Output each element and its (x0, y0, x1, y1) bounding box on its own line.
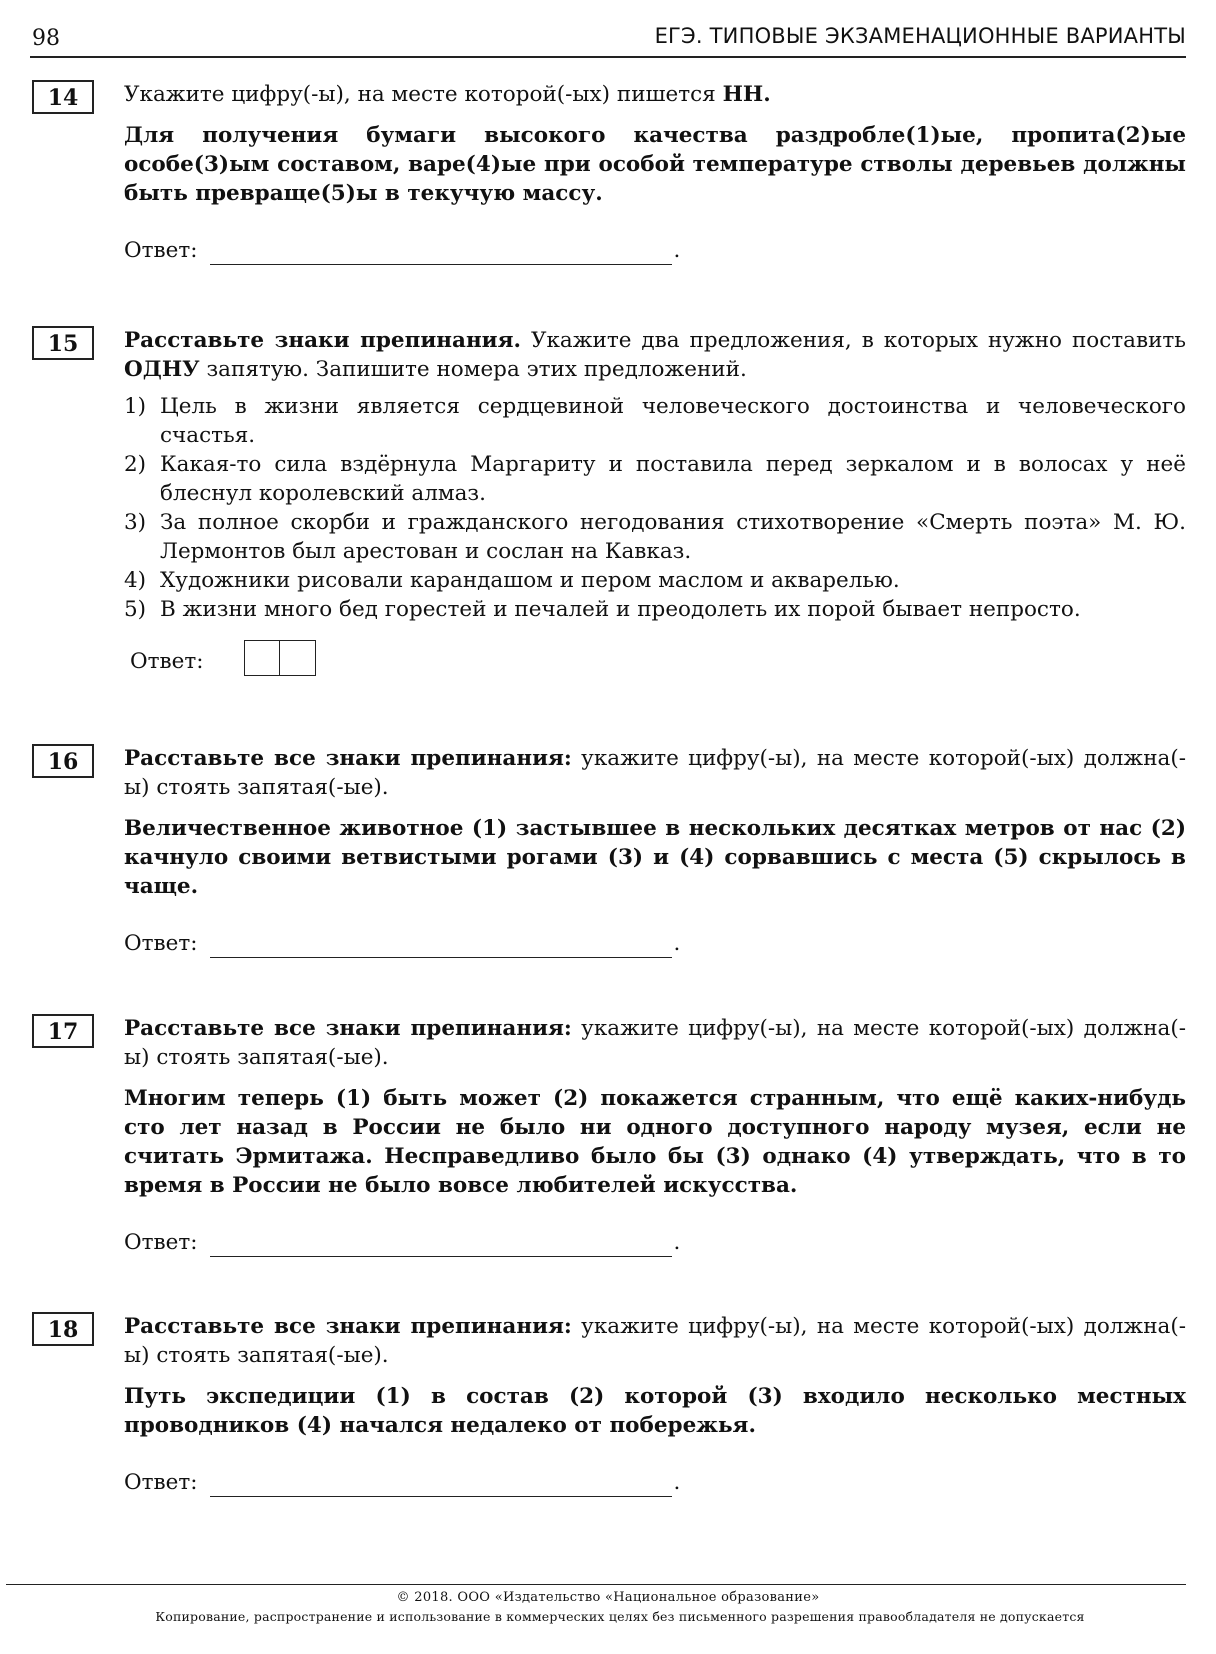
page-number: 98 (32, 26, 60, 51)
answer-cells (244, 640, 316, 676)
running-header: ЕГЭ. ТИПОВЫЕ ЭКЗАМЕНАЦИОННЫЕ ВАРИАНТЫ (654, 24, 1186, 48)
answer-input-line[interactable] (210, 1474, 672, 1497)
task-instruction (124, 1014, 1186, 1072)
answer-row (130, 640, 1186, 676)
answer-label: Ответ: (124, 238, 198, 263)
task-16 (32, 744, 1186, 958)
answer-input-line[interactable] (210, 1234, 672, 1257)
answer-label: Ответ: (124, 931, 198, 956)
header-divider (30, 56, 1186, 58)
task-number: 16 (32, 744, 94, 778)
item-text: В жизни много бед горестей и печалей и преодолеть их порой бывает непросто. (160, 597, 1081, 622)
answer-label: Ответ: (124, 1230, 198, 1255)
task-number: 15 (32, 326, 94, 360)
item-text: За полное скорби и гражданского негодования стихотворение «Смерть поэта» М. Ю. Лермонтов был арестован и сослан на Кавказ. (160, 510, 1186, 564)
list-item (124, 595, 1186, 624)
task-14 (32, 80, 1186, 265)
task-17 (32, 1014, 1186, 1257)
answer-label: Ответ: (124, 1470, 198, 1495)
task-passage: Для получения бумаги высокого качества раздробле(1)ые, пропита(2)ые особе(3)ым составом, варе(4)ые при особой температуре стволы деревьев должны быть превраще(5)ы в текучую массу. (124, 123, 1186, 206)
task-instruction (124, 1312, 1186, 1370)
task-15 (32, 326, 1186, 676)
instruction-text: запятую. Запишите номера этих предложений. (199, 357, 747, 382)
footer-notice: Копирование, распространение и использование в коммерческих целях без письменного разрешения правообладателя не допускается (155, 1609, 1085, 1624)
answer-row: Ответ: . (124, 238, 681, 263)
task-instruction (124, 326, 1186, 384)
list-item (124, 508, 1186, 566)
task-18 (32, 1312, 1186, 1497)
answer-row: Ответ: . (124, 1470, 681, 1495)
instruction-emphasis: Расставьте знаки препинания. (124, 328, 521, 353)
item-text: Какая-то сила вздёрнула Маргариту и поставила перед зеркалом и в волосах у неё блеснул королевский алмаз. (160, 452, 1186, 506)
list-item (124, 450, 1186, 508)
footer-divider (6, 1584, 1186, 1585)
sentence-list (124, 392, 1186, 624)
answer-cell[interactable] (280, 640, 316, 676)
instruction-text: Укажите цифру(-ы), на месте которой(-ых) пишется (124, 82, 723, 107)
task-instruction (124, 80, 1186, 109)
list-item (124, 566, 1186, 595)
answer-cell[interactable] (244, 640, 280, 676)
instruction-text: укажите цифру(-ы), на месте которой(-ых) должна(-ы) стоять запятая(-ые). (124, 1314, 1186, 1368)
task-number: 18 (32, 1312, 94, 1346)
task-passage: Многим теперь (1) быть может (2) покажется странным, что ещё каких-нибудь сто лет назад в России не было ни одного доступного народу музея, если не считать Эрмитажа. Несправедливо было бы (3) однако (4) утверждать, что в то время в России не было вовсе любителей искусства. (124, 1086, 1186, 1198)
answer-row: Ответ: . (124, 931, 681, 956)
answer-label: Ответ: (130, 649, 204, 674)
answer-row: Ответ: . (124, 1230, 681, 1255)
instruction-text: укажите цифру(-ы), на месте которой(-ых) должна(-ы) стоять запятая(-ые). (124, 1016, 1186, 1070)
instruction-emphasis: ОДНУ (124, 357, 200, 382)
task-number: 17 (32, 1014, 94, 1048)
item-index: 3) (124, 510, 147, 535)
instruction-emphasis: Расставьте все знаки препинания: (124, 1314, 572, 1339)
instruction-emphasis: Расставьте все знаки препинания: (124, 1016, 572, 1041)
instruction-text: Укажите два предложения, в которых нужно поставить (521, 328, 1187, 353)
instruction-emphasis: Расставьте все знаки препинания: (124, 746, 572, 771)
task-passage: Путь экспедиции (1) в состав (2) которой (3) входило несколько местных проводников (4) начался недалеко от побережья. (124, 1384, 1186, 1438)
answer-input-line[interactable] (210, 242, 672, 265)
list-item (124, 392, 1186, 450)
footer-copyright: © 2018. ООО «Издательство «Национальное образование» (396, 1590, 820, 1605)
item-text: Художники рисовали карандашом и пером маслом и акварелью. (160, 568, 900, 593)
item-index: 2) (124, 452, 147, 477)
instruction-text: укажите цифру(-ы), на месте которой(-ых) должна(-ы) стоять запятая(-ые). (124, 746, 1186, 800)
instruction-emphasis: НН. (722, 82, 771, 107)
item-index: 1) (124, 394, 147, 419)
item-text: Цель в жизни является сердцевиной человеческого достоинства и человеческого счастья. (160, 394, 1186, 448)
task-instruction (124, 744, 1186, 802)
task-number: 14 (32, 80, 94, 114)
item-index: 4) (124, 568, 147, 593)
answer-input-line[interactable] (210, 935, 672, 958)
task-passage: Величественное животное (1) застывшее в нескольких десятках метров от нас (2) качнуло своими ветвистыми рогами (3) и (4) сорвавшись с места (5) скрылось в чаще. (124, 816, 1186, 899)
item-index: 5) (124, 597, 147, 622)
